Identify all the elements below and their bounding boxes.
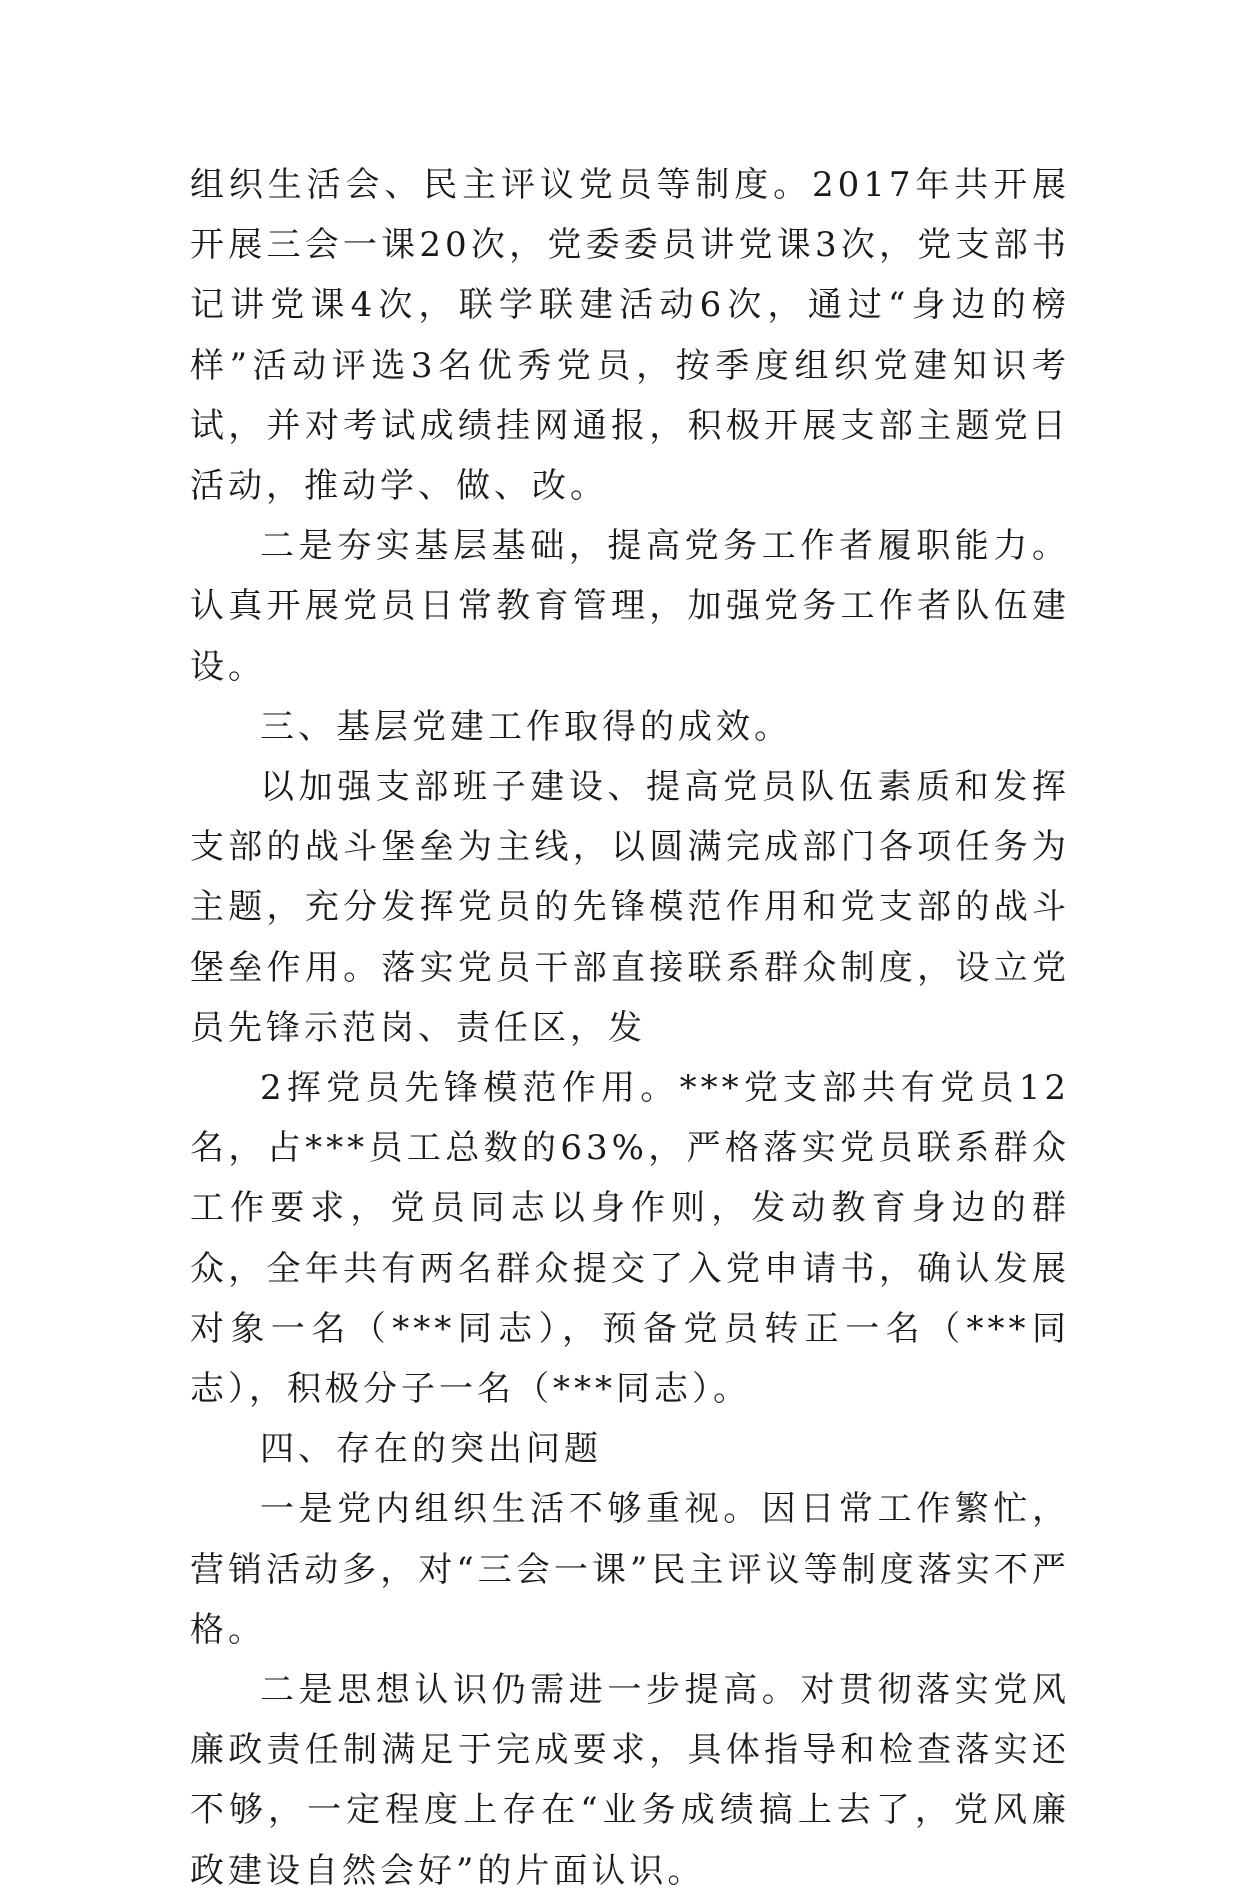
paragraph-party-members: 2挥党员先锋模范作用。***党支部共有党员12名，占***员工总数的63%，严格落实党员联系群众工作要求，党员同志以身作则，发动教育身边的群众，全年共有两名群众提交了入党申请书，确认发展对象一名（***同志），预备党员转正一名（***同志），积极分子一名（***同志）。 — [190, 1068, 1070, 1410]
section-heading-problems: 四、存在的突出问题 — [260, 1429, 602, 1470]
paragraph-branch-construction: 以加强支部班子建设、提高党员队伍素质和发挥支部的战斗堡垒为主线，以圆满完成部门各项任务为主题，充分发挥党员的先锋模范作用和党支部的战斗堡垒作用。落实党员干部直接联系群众制度，设立党员先锋示范岗、责任区，发 — [190, 767, 1070, 1048]
paragraph-grassroots-foundation: 二是夯实基层基础，提高党务工作者履职能力。认真开展党员日常教育管理，加强党务工作者队伍建设。 — [190, 526, 1070, 687]
paragraph-organization-life: 组织生活会、民主评议党员等制度。2017年共开展开展三会一课20次，党委委员讲党课3次，党支部书记讲党课4次，联学联建活动6次，通过“身边的榜样”活动评选3名优秀党员，按季度组织党建知识考试，并对考试成绩挂网通报，积极开展支部主题党日活动，推动学、做、改。 — [190, 165, 1070, 507]
document-body — [190, 155, 1070, 1901]
section-heading-achievements: 三、基层党建工作取得的成效。 — [260, 706, 792, 747]
paragraph-problem-one: 一是党内组织生活不够重视。因日常工作繁忙，营销活动多，对“三会一课”民主评议等制度落实不严格。 — [190, 1489, 1070, 1650]
paragraph-problem-two: 二是思想认识仍需进一步提高。对贯彻落实党风廉政责任制满足于完成要求，具体指导和检查落实还不够，一定程度上存在“业务成绩搞上去了，党风廉政建设自然会好”的片面认识。 — [190, 1670, 1070, 1891]
